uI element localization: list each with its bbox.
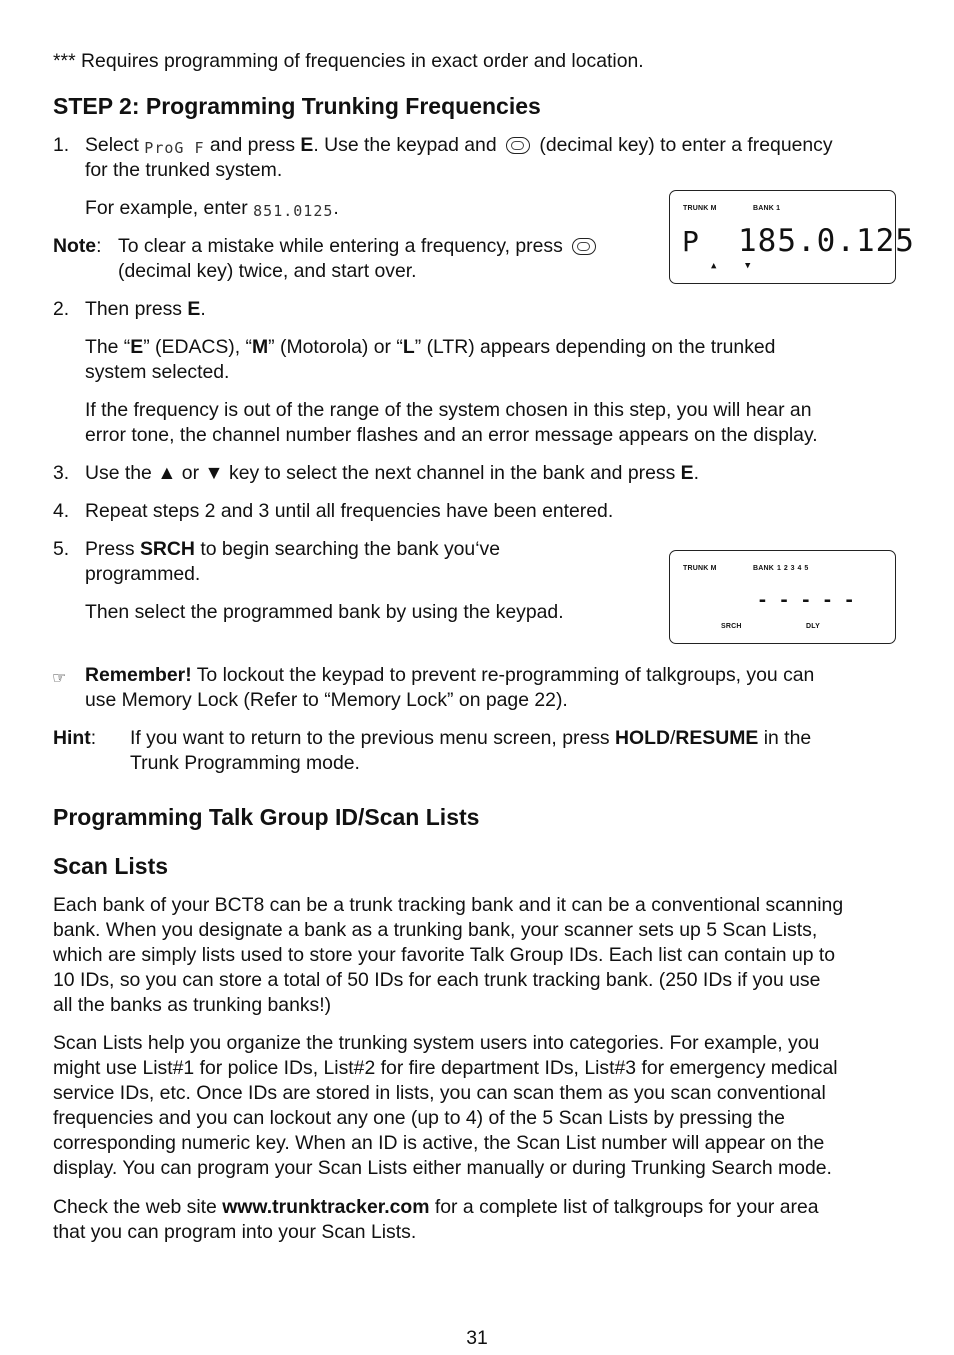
step-number-1: 1. <box>53 134 70 156</box>
lcd-trunk-label: TRUNK M <box>683 565 717 572</box>
note-text <box>118 234 638 284</box>
note-text-a: To clear a mistake while entering a frequency, press <box>118 235 563 257</box>
key-e-label: E <box>187 298 201 320</box>
key-srch-label: SRCH <box>139 538 195 560</box>
note-text-b: (decimal key) twice, and start over. <box>118 260 417 282</box>
scan-lists-paragraph-2 <box>53 1031 903 1181</box>
lcd-frequency: 185.0.125 <box>738 223 915 259</box>
section-heading: Programming Talk Group ID/Scan Lists <box>53 804 480 830</box>
paragraph-line: Scan Lists help you organize the trunking system users into categories. For example, you <box>53 1032 820 1054</box>
lcd-bank-label: BANK <box>753 565 775 572</box>
decimal-key-icon <box>506 137 530 154</box>
key-hold-label: HOLD <box>615 727 670 749</box>
paragraph-line: bank. When you designate a bank as a trunking bank, your scanner sets up 5 Scan Lists, <box>53 919 818 941</box>
step-4-line: Repeat steps 2 and 3 until all frequencies have been entered. <box>85 500 614 522</box>
up-arrow-icon: ▲ <box>711 261 717 271</box>
lcd-bank-label: BANK 1 <box>753 205 781 212</box>
down-arrow-icon: ▼ <box>745 261 751 271</box>
hint-label: Hint: <box>53 727 97 749</box>
key-e-label: E <box>300 134 314 156</box>
decimal-key-icon <box>572 238 596 255</box>
step-1-text-c: . Use the keypad and <box>313 134 497 156</box>
paragraph-line: frequencies and you can lockout any one (up to 4) of the 5 Scan Lists by pressing the <box>53 1107 785 1129</box>
system-letter-paragraph-line-2: system selected. <box>85 361 230 383</box>
key-e-label: E <box>680 462 694 484</box>
lcd-display-search <box>669 550 896 644</box>
system-letter-paragraph: The “E” (EDACS), “M” (Motorola) or “L” (LTR) appears depending on the trunked <box>85 336 776 358</box>
step-3-text: Use the ▲ or ▼ key to select the next channel in the bank and press <box>85 462 676 484</box>
key-resume-label: RESUME <box>675 727 759 749</box>
step-3-line: Use the ▲ or ▼ key to select the next channel in the bank and press E. <box>85 462 699 484</box>
web-site-line-2: that you can program into your Scan Lists. <box>53 1221 417 1243</box>
paragraph-line: might use List#1 for police IDs, List#2 for fire department IDs, List#3 for emergency medical <box>53 1057 838 1079</box>
step-1-text-a: Select <box>85 134 139 156</box>
step-number-5: 5. <box>53 538 70 560</box>
example-period: . <box>333 197 339 219</box>
paragraph-line: Each bank of your BCT8 can be a trunk tracking bank and it can be a conventional scanning <box>53 894 844 916</box>
subsection-heading: Scan Lists <box>53 853 169 879</box>
step-1-text-d: (decimal key) to enter a frequency <box>539 134 833 156</box>
lcd-display-frequency <box>669 190 915 284</box>
paragraph-line: which are simply lists used to store your favorite Talk Group IDs. Each list can contain up to <box>53 944 836 966</box>
remember-line-2: use Memory Lock (Refer to “Memory Lock” on page 22). <box>85 689 568 711</box>
out-of-range-line-2: error tone, the channel number flashes and an error message appears on the display. <box>85 424 818 446</box>
step-number-2: 2. <box>53 298 70 320</box>
pointing-hand-icon: ☞ <box>52 670 67 687</box>
step-1-text-b: and press <box>209 134 296 156</box>
web-site-line-1: Check the web site www.trunktracker.com for a complete list of talkgroups for your area <box>53 1196 819 1218</box>
paragraph-line: all the banks as trunking banks!) <box>53 994 332 1016</box>
paragraph-line: 10 IDs, so you can store a total of 50 IDs for each trunk tracking bank. (250 IDs if you use <box>53 969 821 991</box>
hint-line-2: Trunk Programming mode. <box>130 752 360 774</box>
web-site-paragraph <box>53 1195 903 1245</box>
lcd-mode-letter: P <box>682 225 699 258</box>
lcd-example-frequency: 851.0125 <box>253 202 334 220</box>
step-2-period: . <box>200 298 206 320</box>
lcd-dly-label: DLY <box>806 623 820 630</box>
out-of-range-line-1: If the frequency is out of the range of the system chosen in this step, you will hear an <box>85 399 812 421</box>
step-1-example <box>85 196 339 224</box>
step-5-line-2: programmed. <box>85 563 201 585</box>
step-5-line-3: Then select the programmed bank by using the keypad. <box>85 601 564 623</box>
step-number-3: 3. <box>53 462 70 484</box>
remember-line-1: Remember! To lockout the keypad to prevent re-programming of talkgroups, you can <box>85 664 815 686</box>
paragraph-line: corresponding numeric key. When an ID is active, the Scan List number will appear on the <box>53 1132 825 1154</box>
lcd-prog-f-display: ProG F <box>144 139 205 157</box>
note-label: Note: <box>53 235 102 257</box>
step-2-heading: STEP 2: Programming Trunking Frequencies <box>53 93 541 119</box>
lcd-dashes: - - - - - <box>757 590 855 611</box>
lcd-trunk-label: TRUNK M <box>683 205 717 212</box>
step-2-line <box>85 297 206 322</box>
remember-label: Remember! <box>85 664 192 686</box>
paragraph-line: service IDs, etc. Once IDs are stored in lists, you can scan them as you scan conventional <box>53 1082 826 1104</box>
hint-line-1: If you want to return to the previous menu screen, press HOLD/RESUME in the <box>130 727 812 749</box>
trunktracker-link[interactable]: www.trunktracker.com <box>222 1196 430 1218</box>
step-number-4: 4. <box>53 500 70 522</box>
step-2-text: Then press <box>85 298 183 320</box>
step-1-line-2: for the trunked system. <box>85 159 283 181</box>
step-5-line-1: Press SRCH to begin searching the bank you‘ve <box>85 538 500 560</box>
scan-lists-paragraph-1 <box>53 893 903 1018</box>
paragraph-line: display. You can program your Scan Lists either manually or during Trunking Search mode. <box>53 1157 832 1179</box>
lcd-bank-numbers: 1 2 3 4 5 <box>777 565 809 572</box>
lcd-srch-label: SRCH <box>721 623 742 630</box>
requirement-note: *** Requires programming of frequencies in exact order and location. <box>53 50 644 72</box>
example-text: For example, enter <box>85 197 248 219</box>
page-number: 31 <box>466 1327 488 1349</box>
step-1-line-1 <box>85 133 905 161</box>
